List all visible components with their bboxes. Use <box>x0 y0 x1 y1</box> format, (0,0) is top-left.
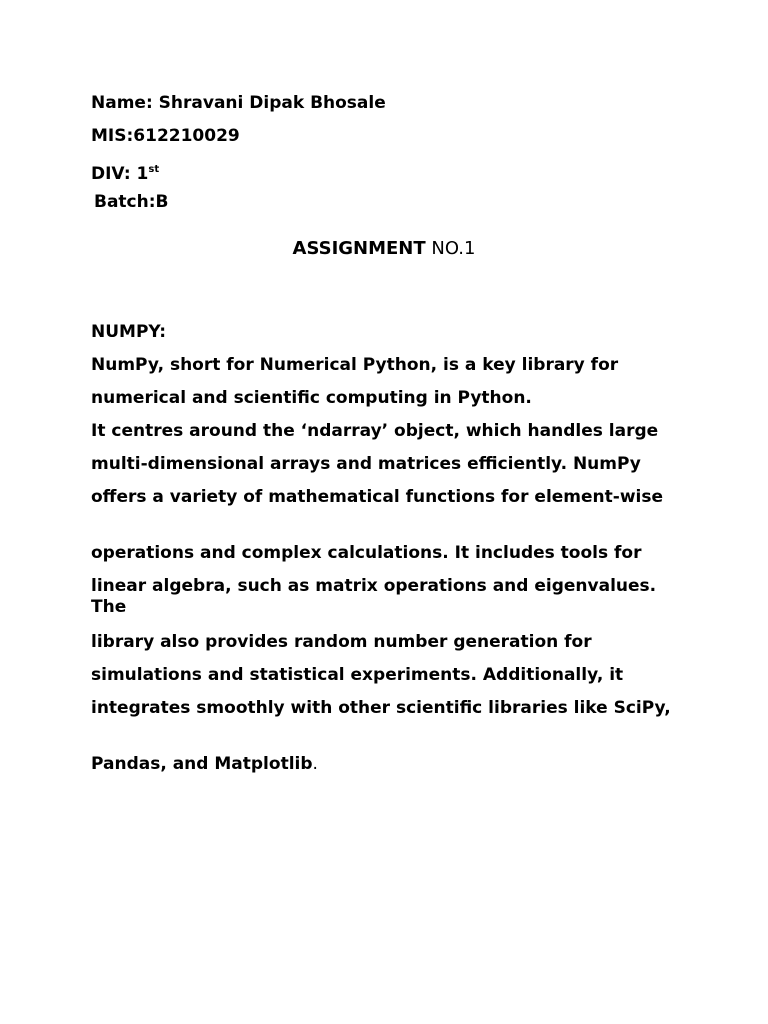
student-mis: MIS:612210029 <box>91 126 240 146</box>
section-heading: NUMPY: <box>91 322 167 342</box>
body-line-last <box>91 754 318 775</box>
body-line: multi-dimensional arrays and matrices efficiently. NumPy <box>91 454 641 474</box>
student-div <box>91 159 159 185</box>
body-line: numerical and scientific computing in Python. <box>91 388 532 408</box>
body-line: library also provides random number generation for <box>91 632 592 652</box>
assignment-title-number: NO.1 <box>425 238 476 259</box>
body-line: integrates smoothly with other scientific libraries like SciPy, <box>91 698 671 718</box>
body-line-last-text: Pandas, and Matplotlib <box>91 754 313 774</box>
body-line: NumPy, short for Numerical Python, is a key library for <box>91 355 619 375</box>
assignment-title <box>0 238 768 260</box>
body-line: operations and complex calculations. It includes tools for <box>91 543 642 563</box>
body-line: offers a variety of mathematical functions for element-wise <box>91 487 664 507</box>
trailing-period: . <box>312 754 318 774</box>
body-line: linear algebra, such as matrix operations and eigenvalues. The <box>91 576 657 617</box>
student-batch: Batch:B <box>94 192 169 212</box>
student-name: Name: Shravani Dipak Bhosale <box>91 93 386 113</box>
div-text: DIV: 1 <box>91 164 149 184</box>
body-line: simulations and statistical experiments. Additionally, it <box>91 665 624 685</box>
body-line: It centres around the ‘ndarray’ object, which handles large <box>91 421 659 441</box>
assignment-title-bold: ASSIGNMENT <box>292 238 426 259</box>
div-superscript: st <box>148 164 160 175</box>
